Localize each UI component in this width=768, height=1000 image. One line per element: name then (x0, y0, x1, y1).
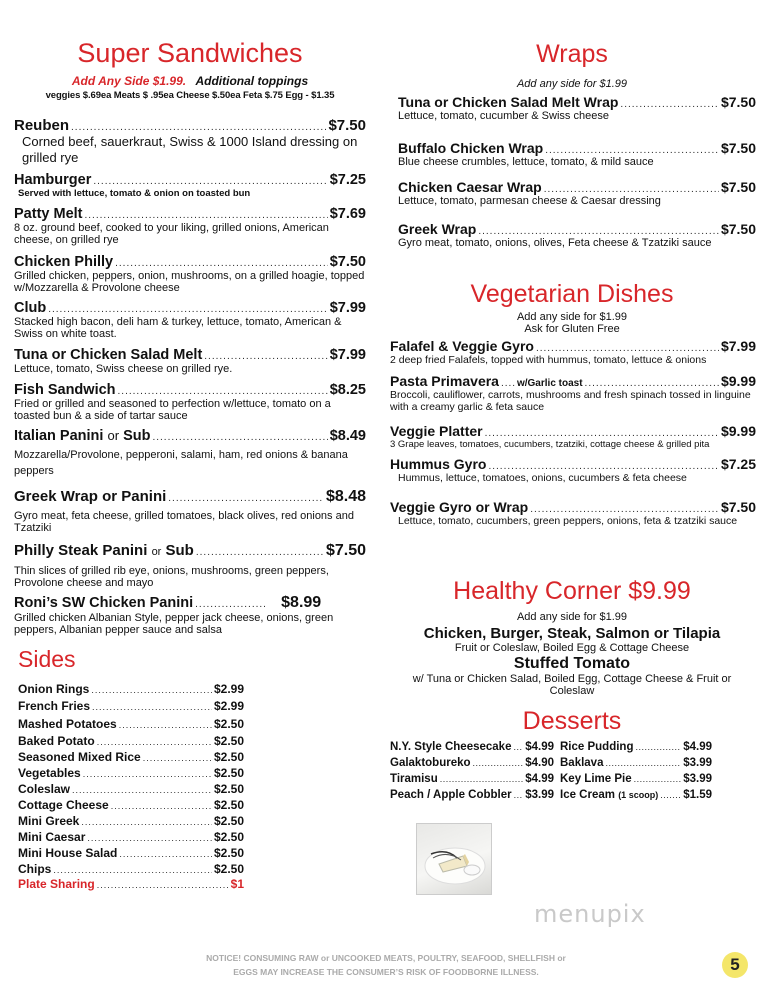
dessert-extra: (1 scoop) (618, 790, 659, 800)
item-price: $7.50 (720, 499, 756, 515)
watermark: menupix (534, 900, 646, 928)
item-price: $9.99 (720, 423, 756, 439)
item-desc: Grilled chicken Albanian Style, pepper jack cheese, onions, green peppers, Albanian pepper sauce and salsa (14, 612, 334, 636)
menu-item (14, 254, 366, 294)
menu-item (14, 206, 366, 246)
stuffed-tomato-desc: w/ Tuna or Chicken Salad, Boiled Egg, Cottage Cheese & Fruit or Coleslaw (412, 673, 732, 697)
item-desc: Lettuce, tomato, parmesan cheese & Caesar dressing (398, 195, 661, 207)
vegetarian-title: Vegetarian Dishes (470, 280, 674, 308)
item-name: Hummus Gyro (390, 456, 487, 472)
side-name: Mini Greek (18, 814, 80, 828)
menu-item (390, 338, 756, 366)
menu-item (398, 179, 756, 207)
item-price: $7.50 (329, 254, 366, 270)
menu-item (14, 300, 366, 340)
item-name: Hamburger (14, 172, 92, 188)
item-desc: Mozzarella/Provolone, pepperoni, salami, ham, red onions & banana peppers (14, 449, 348, 477)
item-desc: Stacked high bacon, deli ham & turkey, lettuce, tomato, American & Swiss on white toast. (14, 316, 342, 340)
dessert-name: Peach / Apple Cobbler (390, 789, 512, 801)
item-desc: Gyro meat, feta cheese, grilled tomatoes, black olives, red onions and Tzatziki (14, 510, 354, 534)
gluten-free-note: Ask for Gluten Free (524, 323, 620, 335)
wraps-side-note: Add any side for $1.99 (516, 78, 628, 90)
healthy-proteins: Chicken, Burger, Steak, Salmon or Tilapia (423, 625, 721, 642)
page-number-badge (722, 952, 748, 978)
dessert-price: $4.99 (525, 773, 554, 785)
item-name: Veggie Gyro or Wrap (390, 499, 529, 515)
menu-item (14, 542, 366, 589)
side-item (18, 846, 244, 860)
dessert-price: $3.99 (683, 757, 712, 769)
item-desc: Broccoli, cauliflower, carrots, mushrooms and fresh spinach tossed in linguine with a creamy garlic & feta sauce (390, 389, 751, 413)
dessert-item (390, 757, 554, 769)
vegetarian-notes (388, 311, 756, 335)
item-desc: 3 Grape leaves, tomatoes, cucumbers, tzatziki, cottage cheese & grilled pita (390, 439, 710, 450)
menu-item (390, 499, 756, 527)
item-price: $7.99 (329, 300, 366, 316)
side-name: Plate Sharing (18, 877, 95, 891)
item-desc: 8 oz. ground beef, cooked to your liking, grilled onions, American cheese, on grilled rye (14, 222, 329, 246)
dessert-price: $4.99 (683, 741, 712, 753)
item-name: Chicken Caesar Wrap (398, 179, 542, 195)
dessert-item (560, 789, 712, 801)
item-name: Philly Steak Panini (14, 542, 148, 559)
menu-item (14, 428, 366, 479)
page-number: 5 (730, 955, 740, 974)
dessert-item (560, 757, 712, 769)
item-price: $7.50 (720, 179, 756, 195)
item-name: Tuna or Chicken Salad Melt Wrap (398, 94, 619, 110)
sides-title: Sides (18, 646, 76, 672)
item-desc: Thin slices of grilled rib eye, onions, mushrooms, green peppers, Provolone cheese and mayo (14, 565, 329, 589)
item-desc: Blue cheese crumbles, lettuce, tomato, & mild sauce (398, 156, 654, 168)
side-name: Onion Rings (18, 682, 90, 696)
healthy-corner-block (388, 611, 756, 697)
dessert-price: $3.99 (525, 789, 554, 801)
menu-item (14, 347, 366, 375)
side-name: French Fries (18, 699, 91, 713)
side-price: $2.50 (213, 734, 244, 748)
item-name-end: Sub (123, 428, 151, 444)
side-name: Mini Caesar (18, 830, 86, 844)
dessert-item (560, 773, 712, 785)
side-price: $2.50 (213, 830, 244, 844)
menu-item (14, 172, 366, 199)
item-name: Patty Melt (14, 206, 83, 222)
side-price: $1 (230, 877, 244, 891)
veg-side-note: Add any side for $1.99 (516, 311, 628, 323)
item-name: Club (14, 300, 47, 316)
item-desc: Served with lettuce, tomato & onion on toasted bun (18, 188, 251, 199)
side-price: $2.50 (213, 862, 244, 876)
dessert-price: $4.90 (525, 757, 554, 769)
menu-item (390, 423, 756, 451)
item-desc: Grilled chicken, peppers, onion, mushrooms, on a grilled hoagie, topped w/Mozzarella & Provolone cheese (14, 270, 365, 294)
item-price: $8.48 (325, 488, 366, 505)
menu-item (398, 94, 756, 122)
stuffed-tomato-title: Stuffed Tomato (513, 655, 631, 672)
dessert-item (390, 789, 554, 801)
wraps-title: Wraps (536, 40, 608, 68)
side-item (18, 877, 244, 891)
item-price: $7.50 (720, 221, 756, 237)
menu-item (390, 456, 756, 484)
add-side-text: Add Any Side $1.99. (71, 74, 187, 88)
item-name: Chicken Philly (14, 254, 114, 270)
item-price: $8.99 (281, 594, 322, 611)
item-price: $7.99 (329, 347, 366, 363)
item-price: $7.69 (329, 206, 366, 222)
item-name: Tuna or Chicken Salad Melt (14, 347, 203, 363)
dessert-item (560, 741, 712, 753)
side-item (18, 734, 244, 748)
food-safety-notice: NOTICE! CONSUMING RAW or UNCOOKED MEATS, POULTRY, SEAFOOD, SHELLFISH or EGGS MAY INCREASE THE CONSUMER’S RISK OF FOODBORNE ILLNESS. (206, 953, 566, 977)
side-price: $2.99 (213, 682, 244, 696)
side-price: $2.50 (213, 846, 244, 860)
side-name: Mini House Salad (18, 846, 118, 860)
side-price: $2.50 (213, 717, 244, 731)
side-item (18, 699, 244, 713)
side-name: Cottage Cheese (18, 798, 109, 812)
item-desc: Fried or grilled and seasoned to perfection w/lettuce, tomato on a toasted bun & a side of tartar sauce (14, 398, 331, 422)
dessert-name: Galaktobureko (390, 757, 471, 769)
side-item (18, 682, 244, 696)
item-name: Greek Wrap (398, 221, 477, 237)
dessert-name: Baklava (560, 757, 604, 769)
item-name: Greek Wrap or Panini (14, 488, 167, 505)
healthy-proteins-desc: Fruit or Coleslaw, Boiled Egg & Cottage Cheese (454, 642, 690, 654)
dessert-photo (416, 823, 492, 895)
cake-plate-icon (417, 824, 491, 894)
item-price: $7.50 (325, 542, 366, 559)
item-name: Reuben (14, 117, 70, 134)
item-name-end: Sub (165, 542, 194, 559)
item-name-or: or (107, 428, 120, 443)
item-name: Fish Sandwich (14, 382, 116, 398)
menu-item (14, 594, 366, 636)
dessert-name: Key Lime Pie (560, 773, 632, 785)
dessert-name: Rice Pudding (560, 741, 634, 753)
dessert-price: $1.59 (683, 789, 712, 801)
menu-item (14, 488, 366, 534)
super-sandwiches-title: Super Sandwiches (77, 38, 303, 68)
side-item (18, 830, 244, 844)
side-name: Mashed Potatoes (18, 717, 117, 731)
toppings-note: Additional toppings (195, 74, 309, 88)
side-price: $2.50 (213, 814, 244, 828)
healthy-side-note: Add any side for $1.99 (516, 611, 628, 623)
item-price: $7.99 (720, 338, 756, 354)
toppings-prices: veggies $.69ea Meats $ .95ea Cheese $.50ea Feta $.75 Egg - $1.35 (45, 90, 335, 101)
item-price: $7.25 (720, 456, 756, 472)
side-price: $2.50 (213, 798, 244, 812)
dessert-price: $4.99 (525, 741, 554, 753)
item-desc: Lettuce, tomato, cucumbers, green peppers, onions, feta & tzatziki sauce (398, 515, 738, 527)
menu-item (398, 221, 756, 249)
menu-item (14, 382, 366, 422)
side-price: $2.99 (213, 699, 244, 713)
item-price: $7.50 (720, 140, 756, 156)
side-item (18, 814, 244, 828)
side-price: $2.50 (213, 766, 244, 780)
dessert-name: Tiramisu (390, 773, 438, 785)
side-item (18, 782, 244, 796)
item-desc: Lettuce, tomato, Swiss cheese on grilled rye. (14, 363, 233, 375)
side-item (18, 717, 244, 731)
side-item (18, 798, 244, 812)
healthy-corner-title: Healthy Corner $9.99 (453, 577, 691, 605)
menu-item (390, 373, 756, 413)
side-item (18, 862, 244, 876)
item-price: $9.99 (720, 373, 756, 389)
dessert-name: Ice Cream (560, 789, 615, 801)
item-desc: 2 deep fried Falafels, topped with hummus, tomato, lettuce & onions (390, 354, 707, 366)
dessert-item (390, 773, 554, 785)
item-price: $8.49 (329, 428, 366, 444)
menu-item (398, 140, 756, 168)
dessert-item (390, 741, 554, 753)
item-desc: Gyro meat, tomato, onions, olives, Feta cheese & Tzatziki sauce (398, 237, 712, 249)
side-price: $2.50 (213, 750, 244, 764)
item-name: Pasta Primavera (390, 373, 499, 389)
menu-item (14, 117, 366, 166)
side-name: Baked Potato (18, 734, 95, 748)
item-name-or: or (151, 546, 162, 558)
item-extra: w/Garlic toast (516, 378, 583, 389)
item-desc: Corned beef, sauerkraut, Swiss & 1000 Island dressing on grilled rye (22, 134, 358, 165)
desserts-title: Desserts (522, 707, 622, 735)
side-item (18, 750, 244, 764)
side-name: Vegetables (18, 766, 81, 780)
item-price: $7.50 (328, 117, 366, 134)
item-name: Veggie Platter (390, 423, 483, 439)
dessert-price: $3.99 (683, 773, 712, 785)
item-name: Roni’s SW Chicken Panini (14, 595, 194, 611)
dessert-name: N.Y. Style Cheesecake (390, 741, 512, 753)
item-name: Buffalo Chicken Wrap (398, 140, 544, 156)
item-desc: Lettuce, tomato, cucumber & Swiss cheese (398, 110, 609, 122)
item-name: Italian Panini (14, 428, 104, 444)
item-desc: Hummus, lettuce, tomatoes, onions, cucumbers & feta cheese (398, 472, 687, 484)
item-price: $8.25 (329, 382, 366, 398)
sandwich-side-note (14, 74, 366, 88)
side-name: Chips (18, 862, 52, 876)
side-name: Seasoned Mixed Rice (18, 750, 141, 764)
side-item (18, 766, 244, 780)
side-name: Coleslaw (18, 782, 71, 796)
item-price: $7.50 (720, 94, 756, 110)
item-name: Falafel & Veggie Gyro (390, 338, 534, 354)
item-price: $7.25 (329, 172, 366, 188)
side-price: $2.50 (213, 782, 244, 796)
